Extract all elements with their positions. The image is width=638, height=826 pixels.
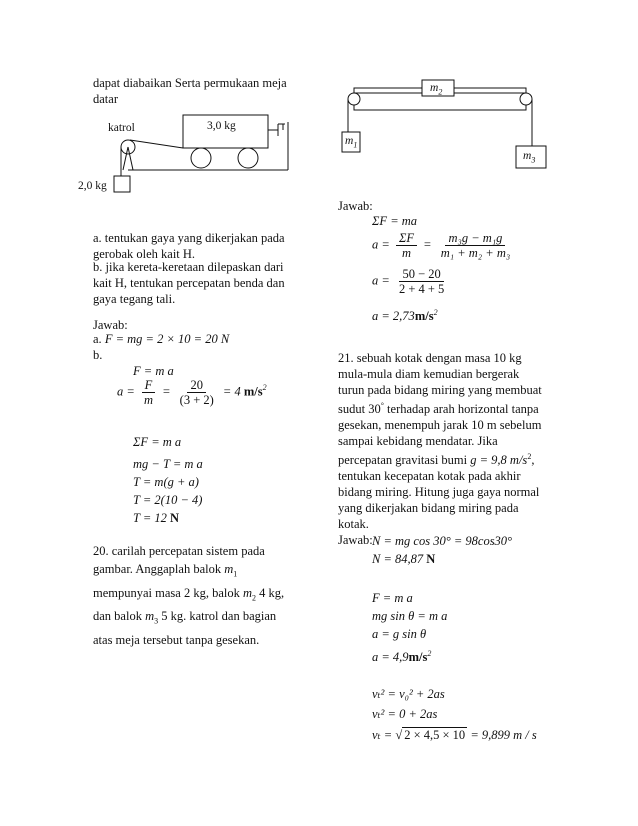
hanging-mass xyxy=(114,176,130,192)
label-hang-mass: 2,0 kg xyxy=(78,180,107,192)
label-m2: $m_2$ xyxy=(430,82,443,97)
eq-r4: $a = 2,73m/s^2$ xyxy=(372,308,438,324)
eq-b7: T = 12 N xyxy=(133,511,180,525)
jawab-label-right: Jawab: xyxy=(338,199,373,213)
label-cart-mass: 3,0 kg xyxy=(207,120,236,132)
intro-text: dapat diabaikan Serta permukaan meja datar xyxy=(93,76,287,106)
eq-v2: vₜ² = 0 + 2as xyxy=(372,707,438,721)
cart-wheel xyxy=(191,148,211,168)
eq-b2: a = $\frac{F}{m}$ = $\frac{20}{(3 + 2)}$ = 4 $m/s^2$ xyxy=(117,378,267,407)
eq-v3: vₜ = √ 2 × 4,5 × 10 = 9,899 m / s xyxy=(372,728,537,742)
answer-a: a. F = mg = 2 × 10 = 20 N xyxy=(93,332,230,346)
label-m3: $m_3$ xyxy=(523,150,536,165)
question-b: b. jika kereta-keretaan dilepaskan dari kait H, tentukan percepatan benda dan gaya tegang tali. xyxy=(93,260,285,306)
eq-b1: F = m a xyxy=(133,364,174,378)
pulley-left xyxy=(348,93,360,105)
eq-f2: mg sin θ = m a xyxy=(372,609,448,623)
figure-three-blocks xyxy=(340,78,550,178)
answer-b-label: b. xyxy=(93,348,103,362)
eq-b6: T = 2(10 − 4) xyxy=(133,493,203,507)
jawab-label: Jawab: xyxy=(93,318,128,332)
problem-21: 21. sebuah kotak dengan masa 10 kg mula-mula diam kemudian bergerak turun pada bidang miring yang membuat sudut 30° terhadap arah horizontal tanpa gesekan, menempuh jarak 10 m sebelum sampai kebidang mendatar. Jika percepatan gravitasi bumi g = 9,8 $m/s^2$, tentukan kecepatan kotak pada akhir bidang miring. Hitung juga gaya normal yang dikerjakan bidang miring pada kotak. Jawab: xyxy=(338,351,542,548)
eq-f4: $a = 4,9m/s^2$ xyxy=(372,649,432,665)
eq-r3: a = $\frac{50 - 20}{2 + 4 + 5}$ xyxy=(372,267,445,296)
sqrt-sign: √ xyxy=(395,728,403,742)
eq-n1: N = mg cos 30° = 98cos30° xyxy=(372,534,513,548)
eq-b5: T = m(g + a) xyxy=(133,475,199,489)
label-m1: $m_1$ xyxy=(345,135,358,150)
question-a: a. tentukan gaya yang dikerjakan pada gerobak oleh kait H. xyxy=(93,231,285,261)
pulley-right xyxy=(520,93,532,105)
label-katrol: katrol xyxy=(108,122,135,134)
eq-b4: mg − T = m a xyxy=(133,457,203,471)
eq-f3: a = g sin θ xyxy=(372,627,427,641)
eq-n2: N = 84,87 N xyxy=(372,552,436,566)
cart-wheel xyxy=(238,148,258,168)
eq-v1: vₜ² = v₀² + 2as xyxy=(372,687,445,701)
eq-f1: F = m a xyxy=(372,591,413,605)
eq-r1: ΣF = ma xyxy=(372,214,418,228)
problem-20: 20. carilah percepatan sistem pada gambar. Anggaplah balok $m_1$ mempunyai masa 2 kg, balok $m_2$ 4 kg, dan balok $m_3$ 5 kg. katrol dan bagian atas meja tersebut tanpa gesekan. xyxy=(93,544,285,647)
eq-b3: ΣF = m a xyxy=(133,435,182,449)
eq-r2: a = $\frac{\Sigma F}{m}$ = $\frac{\text{m₃g − m₁g}}{\text{m₁ + m₂ + m₃}}$ xyxy=(372,231,511,260)
